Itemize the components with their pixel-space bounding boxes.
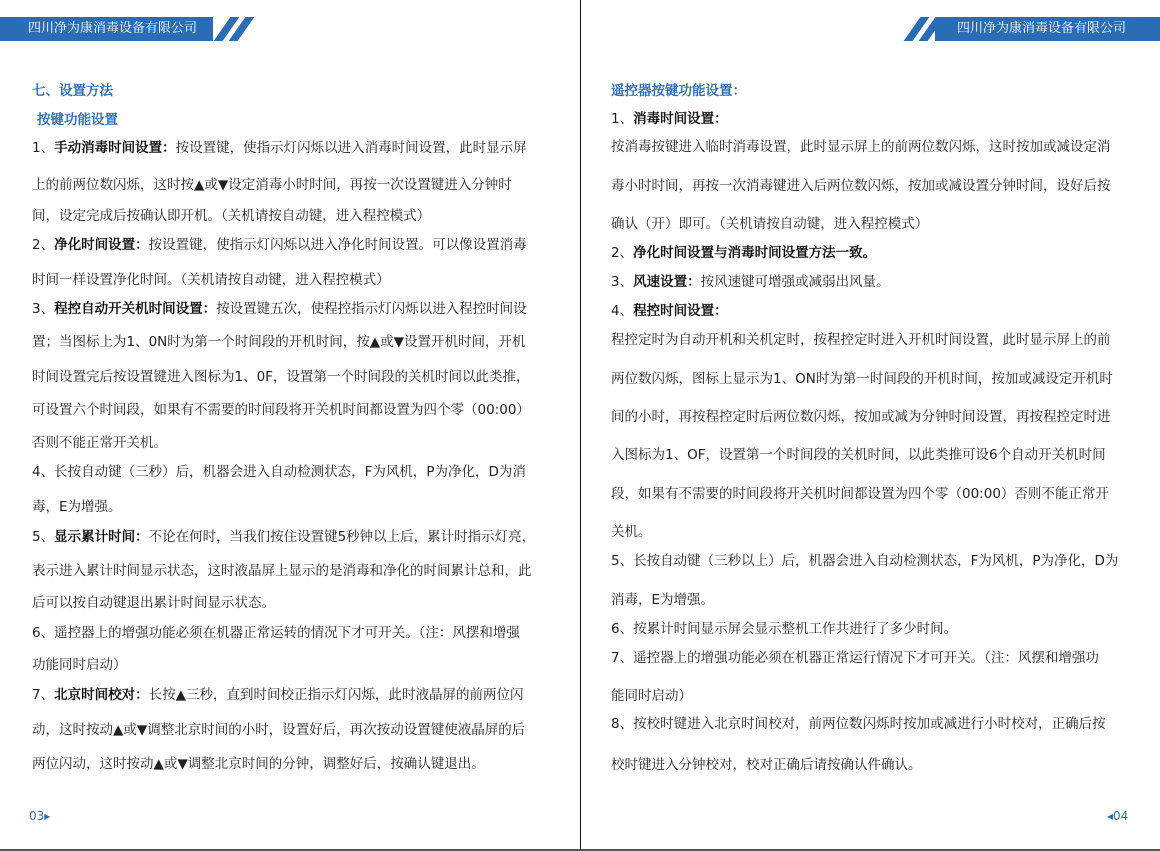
line-text: 可设置六个时间段，如果有不需要的时间段将开关机时间都设置为四个零（00:00） bbox=[32, 402, 530, 418]
page-number: ◂04 bbox=[1107, 809, 1129, 823]
line-number: 5、 bbox=[32, 529, 55, 545]
paragraph-line bbox=[611, 215, 928, 233]
paragraph-line bbox=[32, 368, 529, 386]
paragraph-line bbox=[611, 110, 728, 128]
paragraph-line bbox=[611, 591, 714, 609]
company-name: 四川净为康消毒设备有限公司 bbox=[28, 21, 198, 36]
line-text: 段，如果有不需要的时间段将开关机时间都设置为四个零（00:00）否则不能正常开 bbox=[611, 486, 1109, 502]
line-text: 6、遥控器上的增强功能必须在机器正常运转的情况下才可开关。（注：风摆和增强 bbox=[32, 625, 520, 641]
paragraph-line bbox=[32, 236, 527, 254]
line-bold-label: 净化时间设置： bbox=[54, 237, 149, 253]
paragraph-line bbox=[32, 434, 167, 452]
line-number: 7、 bbox=[32, 687, 55, 703]
paragraph-line bbox=[32, 498, 122, 516]
paragraph-line bbox=[611, 302, 728, 320]
line-bold-label: 北京时间校对： bbox=[54, 687, 149, 703]
line-text: 两位闪动，这时按动▲或▼调整北京时间的分钟，调整好后，按确认键退出。 bbox=[32, 756, 485, 772]
page-number: 03▸ bbox=[29, 809, 51, 823]
line-number: 3、 bbox=[611, 274, 634, 290]
section-title: 遥控器按键功能设置： bbox=[611, 83, 746, 99]
line-bold-label: 显示累计时间： bbox=[54, 529, 149, 545]
header-banner-left bbox=[0, 17, 213, 41]
line-text: 上的前两位数闪烁，这时按▲或▼设定消毒小时时间，再按一次设置键进入分钟时 bbox=[32, 177, 512, 193]
line-number: 2、 bbox=[611, 245, 634, 261]
line-text: 按消毒按键进入临时消毒设置，此时显示屏上的前两位数闪烁，这时按加或减设定消 bbox=[611, 139, 1111, 155]
line-bold-label: 程控时间设置： bbox=[633, 303, 728, 319]
right-page bbox=[581, 0, 1160, 849]
line-text: 消毒，E为增强。 bbox=[611, 592, 715, 608]
paragraph-line bbox=[32, 401, 530, 419]
line-bold-label: 风速设置： bbox=[633, 274, 701, 290]
line-text: 置；当图标上为1、0N时为第一个时间段的开机时间，按▲或▼设置开机时间，开机 bbox=[32, 334, 526, 350]
paragraph-line bbox=[32, 721, 525, 739]
line-text: 5、长按自动键（三秒以上）后，机器会进入自动检测状态，F为风机，P为净化，D为 bbox=[611, 553, 1119, 569]
line-text: 表示进入累计时间显示状态，这时液晶屏上显示的是消毒和净化的时间累计总和，此 bbox=[32, 563, 532, 579]
line-text: 入图标为1、OF，设置第一个时间段的关机时间，以此类推可设6个自动开关机时间 bbox=[611, 447, 1106, 463]
line-bold-label: 消毒时间设置： bbox=[633, 111, 728, 127]
line-bold-label: 净化时间设置与消毒时间设置方法一致。 bbox=[633, 245, 877, 261]
line-text: 按设置键，使指示灯闪烁以进入净化时间设置。可以像设置消毒 bbox=[148, 237, 527, 253]
line-number: 3、 bbox=[32, 301, 55, 317]
paragraph-line bbox=[611, 273, 890, 291]
line-number: 2、 bbox=[32, 237, 55, 253]
line-text: 校时键进入分钟校对，校对正确后请按确认件确认。 bbox=[611, 757, 922, 773]
line-text: 动，这时按动▲或▼调整北京时间的小时，设置好后，再次按动设置键使液晶屏的后 bbox=[32, 722, 526, 738]
paragraph-line bbox=[611, 756, 922, 774]
left-page bbox=[0, 0, 580, 849]
paragraph-line bbox=[611, 620, 957, 638]
line-text: 7、遥控器上的增强功能必须在机器正常运行情况下才可开关。（注：风摆和增强功 bbox=[611, 650, 1099, 666]
paragraph-line bbox=[611, 331, 1111, 349]
paragraph-line bbox=[611, 177, 1111, 195]
paragraph-line bbox=[32, 300, 527, 318]
paragraph-line bbox=[32, 333, 526, 351]
line-text: 否则不能正常开关机。 bbox=[32, 435, 167, 451]
header-banner-right bbox=[935, 17, 1160, 41]
line-text: 时间设置完后按设置键进入图标为1、0F，设置第一个时间段的关机时间以此类推， bbox=[32, 369, 530, 385]
line-text: 间，设定完成后按确认即开机。（关机请按自动键，进入程控模式） bbox=[32, 208, 431, 224]
paragraph-line bbox=[32, 139, 527, 157]
section-title: 七、设置方法 bbox=[32, 83, 113, 99]
line-number: 1、 bbox=[32, 140, 55, 156]
line-text: 关机。 bbox=[611, 524, 652, 540]
line-text: 不论在何时，当我们按住设置键5秒钟以上后，累计时指示灯亮， bbox=[148, 529, 536, 545]
paragraph-line bbox=[32, 176, 512, 194]
paragraph-line bbox=[611, 649, 1099, 667]
paragraph-line bbox=[32, 755, 485, 773]
paragraph-line bbox=[611, 370, 1113, 388]
line-text: 能同时启动） bbox=[611, 688, 692, 704]
line-text: 毒小时时间，再按一次消毒键进入后两位数闪烁，按加或减设置分钟时间，设好后按 bbox=[611, 178, 1111, 194]
paragraph-line bbox=[611, 523, 652, 541]
paragraph-line bbox=[611, 244, 876, 262]
company-name: 四川净为康消毒设备有限公司 bbox=[957, 21, 1127, 36]
line-text: 后可以按自动键退出累计时间显示状态。 bbox=[32, 595, 275, 611]
line-text: 按设置键，使指示灯闪烁以进入消毒时间设置，此时显示屏 bbox=[175, 140, 527, 156]
section-subtitle: 按键功能设置 bbox=[37, 112, 118, 128]
paragraph-line bbox=[32, 656, 127, 674]
paragraph-line bbox=[611, 138, 1111, 156]
line-text: 按设置键五次，使程控指示灯闪烁以进入程控时间设 bbox=[216, 301, 527, 317]
paragraph-line bbox=[611, 446, 1106, 464]
paragraph-line bbox=[611, 552, 1118, 570]
line-bold-label: 程控自动开关机时间设置： bbox=[54, 301, 217, 317]
paragraph-line bbox=[32, 624, 520, 642]
line-text: 功能同时启动） bbox=[32, 657, 127, 673]
line-text: 确认（开）即可。（关机请按自动键，进入程控模式） bbox=[611, 216, 929, 232]
line-text: 按风速键可增强或减弱出风量。 bbox=[700, 274, 890, 290]
paragraph-line bbox=[32, 271, 390, 289]
paragraph-line bbox=[611, 687, 692, 705]
paragraph-line bbox=[32, 207, 430, 225]
line-text: 时间一样设置净化时间。（关机请按自动键，进入程控模式） bbox=[32, 272, 390, 288]
paragraph-line bbox=[32, 686, 523, 704]
paragraph-line bbox=[611, 715, 1106, 733]
line-text: 间的小时，再按程控定时后两位数闪烁，按加或减为分钟时间设置，再按程控定时进 bbox=[611, 409, 1111, 425]
paragraph-line bbox=[32, 528, 535, 546]
line-number: 4、 bbox=[611, 303, 634, 319]
line-text: 两位数闪烁，图标上显示为1、ON时为第一时间段的开机时间，按加或减设定开机时 bbox=[611, 371, 1113, 387]
line-text: 长按▲三秒，直到时间校正指示灯闪烁，此时液晶屏的前两位闪 bbox=[148, 687, 524, 703]
paragraph-line bbox=[32, 562, 532, 580]
line-text: 程控定时为自动开机和关机定时，按程控定时进入开机时间设置，此时显示屏上的前 bbox=[611, 332, 1111, 348]
line-number: 1、 bbox=[611, 111, 634, 127]
line-text: 8、按校时键进入北京时间校对，前两位数闪烁时按加或减进行小时校对，正确后按 bbox=[611, 716, 1106, 732]
line-bold-label: 手动消毒时间设置： bbox=[54, 140, 176, 156]
paragraph-line bbox=[32, 463, 526, 481]
line-text: 毒，E为增强。 bbox=[32, 499, 122, 515]
line-text: 6、按累计时间显示屏会显示整机工作共进行了多少时间。 bbox=[611, 621, 958, 637]
paragraph-line bbox=[611, 408, 1111, 426]
paragraph-line bbox=[611, 485, 1109, 503]
line-text: 4、长按自动键（三秒）后，机器会进入自动检测状态，F为风机，P为净化，D为消 bbox=[32, 464, 526, 480]
paragraph-line bbox=[32, 594, 275, 612]
